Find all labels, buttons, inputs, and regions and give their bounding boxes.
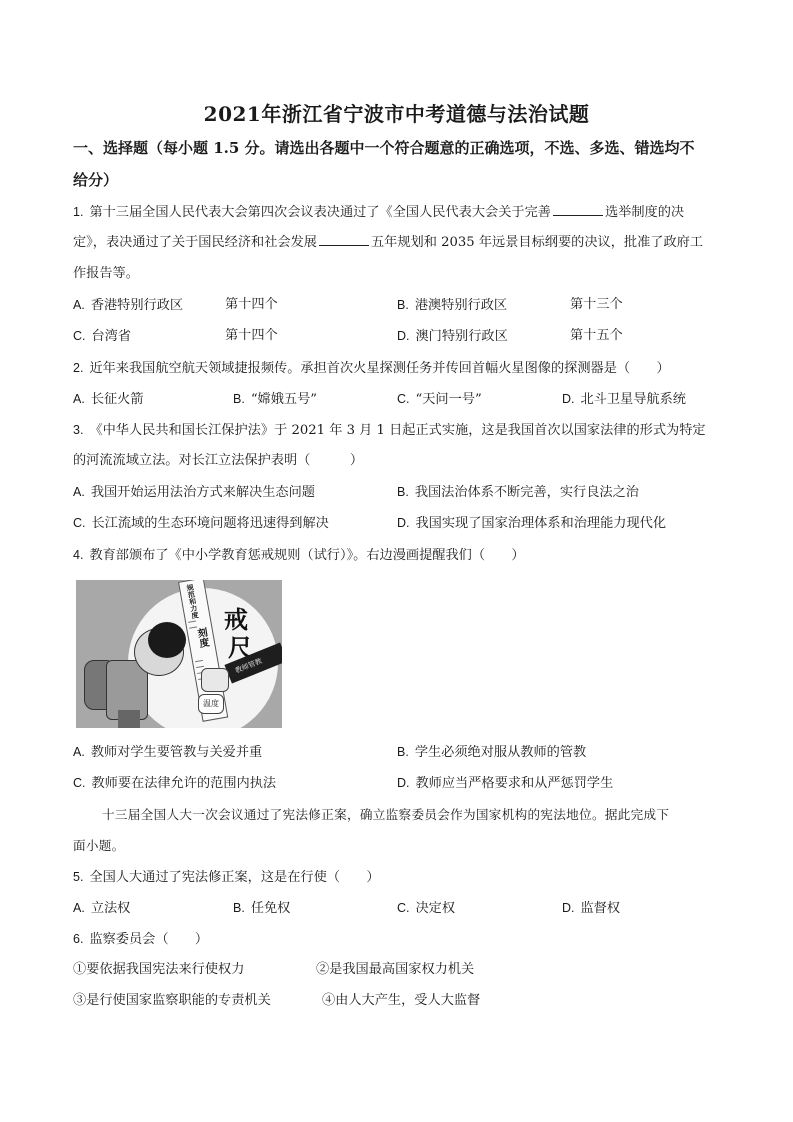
q5-option-c[interactable] bbox=[397, 898, 455, 919]
q3-option-c[interactable] bbox=[73, 513, 329, 534]
option-text: 我国法治体系不断完善，实行良法之治 bbox=[414, 485, 639, 500]
question-5-stem bbox=[73, 867, 380, 888]
option-label: B. bbox=[397, 298, 409, 312]
stem-text: 选举制度的决 bbox=[605, 205, 685, 220]
stem-text: 五年规划和 2035 年远景目标纲要的决议，批准了政府工 bbox=[370, 235, 704, 250]
question-2-stem bbox=[73, 358, 670, 379]
option-label: D. bbox=[397, 776, 410, 790]
question-4-stem bbox=[73, 545, 525, 566]
option-text: 我国开始运用法治方式来解决生态问题 bbox=[90, 485, 315, 500]
option-text: 任免权 bbox=[250, 901, 291, 916]
q6-statement-4: ④由人大产生，受人大监督 bbox=[322, 993, 481, 1008]
option-label: B. bbox=[233, 901, 245, 915]
stem-text: 第十三届全国人民代表大会第四次会议表决通过了《全国人民代表大会关于完善 bbox=[89, 205, 551, 220]
q1-option-d[interactable] bbox=[397, 326, 508, 347]
option-text: 教师应当严格要求和从严惩罚学生 bbox=[415, 776, 614, 791]
option-text: 长江流域的生态环境问题将迅速得到解决 bbox=[91, 516, 329, 531]
page-title: 2021年浙江省宁波市中考道德与法治试题 bbox=[203, 102, 590, 126]
option-text: 香港特别行政区 bbox=[90, 298, 184, 313]
q1-option-a[interactable] bbox=[73, 295, 183, 316]
question-number: 6. bbox=[73, 932, 84, 946]
option-text: 监督权 bbox=[580, 901, 621, 916]
option-text: 长征火箭 bbox=[90, 392, 144, 407]
option-label: C. bbox=[397, 392, 410, 406]
passage-line-1: 十三届全国人大一次会议通过了宪法修正案，确立监察委员会作为国家机构的宪法地位。据此完成下 bbox=[102, 807, 670, 822]
q1-option-b-extra: 第十三个 bbox=[570, 297, 623, 312]
option-text: 决定权 bbox=[415, 901, 456, 916]
q4-option-c[interactable] bbox=[73, 773, 276, 794]
q4-option-b[interactable] bbox=[397, 742, 586, 763]
option-label: A. bbox=[73, 485, 85, 499]
question-number: 5. bbox=[73, 870, 84, 884]
cartoon-char-1: 戒 bbox=[224, 606, 248, 634]
hand-figure bbox=[201, 668, 229, 692]
option-text: 学生必须绝对服从教师的管教 bbox=[414, 745, 587, 760]
q4-option-a[interactable] bbox=[73, 742, 262, 763]
q3-option-b[interactable] bbox=[397, 482, 639, 503]
option-text: 教师要在法律允许的范围内执法 bbox=[91, 776, 277, 791]
heart-label: 温度 bbox=[198, 694, 224, 714]
option-label: A. bbox=[73, 901, 85, 915]
question-1-stem bbox=[73, 202, 684, 223]
stem-text: 近年来我国航空航天领域捷报频传。承担首次火星探测任务并传回首幅火星图像的探测器是（ ） bbox=[89, 361, 670, 376]
option-label: D. bbox=[562, 901, 575, 915]
question-number: 1. bbox=[73, 205, 84, 219]
q3-option-a[interactable] bbox=[73, 482, 315, 503]
option-label: D. bbox=[397, 516, 410, 530]
question-3-stem-line2: 的河流流域立法。对长江立法保护表明（ ） bbox=[73, 453, 364, 468]
question-number: 4. bbox=[73, 548, 84, 562]
stem-text: 监察委员会（ ） bbox=[89, 932, 209, 947]
student-hair-figure bbox=[148, 622, 186, 658]
question-6-stem bbox=[73, 929, 208, 950]
option-text: 立法权 bbox=[90, 901, 131, 916]
option-text: “天问一号” bbox=[415, 392, 482, 407]
fill-blank bbox=[319, 233, 369, 246]
q2-option-a[interactable] bbox=[73, 389, 144, 410]
option-text: 我国实现了国家治理体系和治理能力现代化 bbox=[415, 516, 667, 531]
q5-option-a[interactable] bbox=[73, 898, 130, 919]
q6-statement-3: ③是行使国家监察职能的专责机关 bbox=[73, 993, 271, 1008]
option-label: D. bbox=[397, 329, 410, 343]
q2-option-b[interactable] bbox=[233, 389, 317, 410]
option-label: C. bbox=[73, 776, 86, 790]
section-heading-cont: 给分） bbox=[73, 171, 119, 189]
q5-option-d[interactable] bbox=[562, 898, 620, 919]
passage-line-2: 面小题。 bbox=[73, 838, 125, 853]
ruler-middle-label: 刻度 bbox=[194, 626, 209, 649]
option-text: “嫦娥五号” bbox=[250, 392, 318, 407]
option-label: D. bbox=[562, 392, 575, 406]
q5-option-b[interactable] bbox=[233, 898, 290, 919]
q1-option-c-extra: 第十四个 bbox=[225, 328, 278, 343]
q1-option-b[interactable] bbox=[397, 295, 507, 316]
q4-option-d[interactable] bbox=[397, 773, 613, 794]
option-text: 港澳特别行政区 bbox=[414, 298, 508, 313]
fill-blank bbox=[553, 203, 603, 216]
q6-statement-1: ①要依据我国宪法来行使权力 bbox=[73, 962, 245, 977]
sleeve-label: 教师管教 bbox=[234, 657, 264, 675]
q2-option-c[interactable] bbox=[397, 389, 482, 410]
q1-option-a-extra: 第十四个 bbox=[225, 297, 278, 312]
q1-option-c[interactable] bbox=[73, 326, 131, 347]
cartoon-char-2: 尺 bbox=[228, 634, 252, 662]
option-label: A. bbox=[73, 298, 85, 312]
option-label: A. bbox=[73, 745, 85, 759]
option-text: 北斗卫星导航系统 bbox=[580, 392, 686, 407]
q1-option-d-extra: 第十五个 bbox=[570, 328, 623, 343]
cartoon-image bbox=[76, 580, 282, 728]
ruler-top-label: 规范和力度 bbox=[185, 583, 201, 620]
option-text: 澳门特别行政区 bbox=[415, 329, 508, 344]
option-label: B. bbox=[397, 745, 409, 759]
option-label: B. bbox=[397, 485, 409, 499]
option-label: C. bbox=[73, 516, 86, 530]
option-text: 台湾省 bbox=[91, 329, 132, 344]
q6-statement-2: ②是我国最高国家权力机关 bbox=[316, 962, 475, 977]
q3-option-d[interactable] bbox=[397, 513, 666, 534]
option-text: 教师对学生要管教与关爱并重 bbox=[90, 745, 263, 760]
section-heading: 一、选择题（每小题 1.5 分。请选出各题中一个符合题意的正确选项，不选、多选、错选均不 bbox=[73, 139, 695, 157]
option-label: B. bbox=[233, 392, 245, 406]
student-legs-figure bbox=[118, 710, 140, 728]
option-label: C. bbox=[397, 901, 410, 915]
stem-text: 全国人大通过了宪法修正案，这是在行使（ ） bbox=[89, 870, 380, 885]
question-number: 2. bbox=[73, 361, 84, 375]
stem-text: 定》，表决通过了关于国民经济和社会发展 bbox=[73, 235, 317, 250]
stem-text: 教育部颁布了《中小学教育惩戒规则（试行）》。右边漫画提醒我们（ ） bbox=[89, 548, 525, 563]
q2-option-d[interactable] bbox=[562, 389, 686, 410]
stem-text: 《中华人民共和国长江保护法》于 2021 年 3 月 1 日起正式实施，这是我国首次以国家法律的形式为特定 bbox=[89, 423, 706, 438]
question-number: 3. bbox=[73, 423, 84, 437]
option-label: A. bbox=[73, 392, 85, 406]
question-1-stem-line3: 作报告等。 bbox=[73, 266, 139, 281]
option-label: C. bbox=[73, 329, 86, 343]
question-3-stem bbox=[73, 420, 706, 441]
question-1-stem-line2 bbox=[73, 233, 703, 253]
